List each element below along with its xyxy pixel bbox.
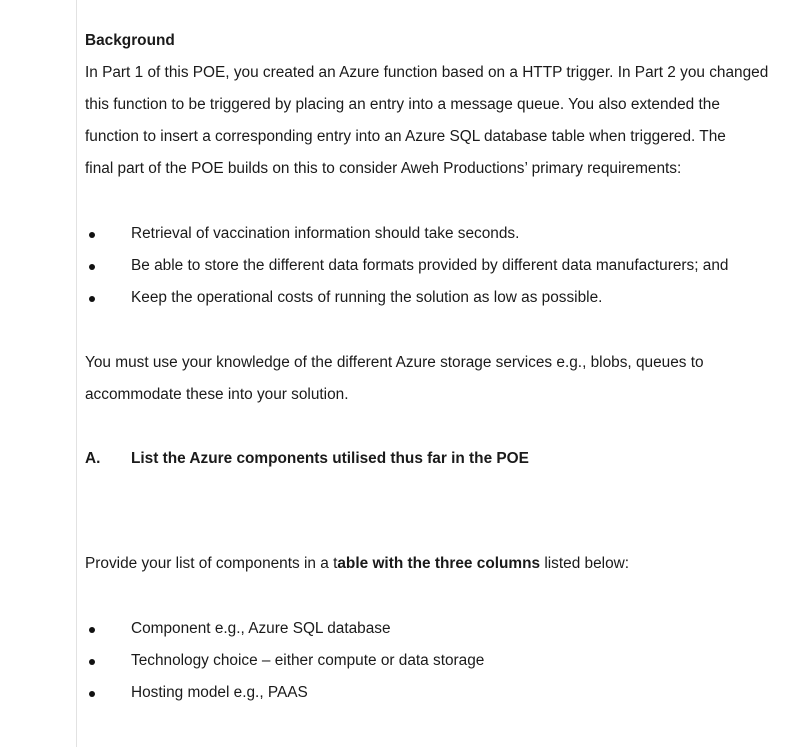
bullet-icon bbox=[89, 659, 95, 665]
bullet-icon bbox=[89, 232, 95, 238]
requirement-item: Retrieval of vaccination information should take seconds. bbox=[131, 225, 520, 242]
bullet-icon bbox=[89, 264, 95, 270]
bullet-icon bbox=[89, 691, 95, 697]
instruction-line bbox=[85, 554, 629, 574]
column-item: Hosting model e.g., PAAS bbox=[131, 684, 308, 701]
intro-line: In Part 1 of this POE, you created an Azure function based on a HTTP trigger. In Part 2 you changed bbox=[85, 64, 769, 81]
usage-line: You must use your knowledge of the different Azure storage services e.g., blobs, queues to bbox=[85, 354, 704, 371]
usage-line: accommodate these into your solution. bbox=[85, 386, 349, 403]
intro-line: function to insert a corresponding entry into an Azure SQL database table when triggered. The bbox=[85, 128, 726, 145]
section-letter: A. bbox=[85, 450, 101, 467]
instruction-prefix: Provide your list of components in a t bbox=[85, 555, 338, 572]
requirement-item: Keep the operational costs of running the solution as low as possible. bbox=[131, 289, 603, 306]
page-left-border bbox=[76, 0, 77, 747]
section-heading: Background bbox=[85, 32, 175, 49]
requirement-item: Be able to store the different data formats provided by different data manufacturers; and bbox=[131, 257, 729, 274]
instruction-bold: able with the three columns bbox=[337, 555, 541, 572]
column-item: Component e.g., Azure SQL database bbox=[131, 620, 391, 637]
column-item: Technology choice – either compute or data storage bbox=[131, 652, 485, 669]
instruction-suffix: listed below: bbox=[540, 555, 630, 572]
intro-line: this function to be triggered by placing an entry into a message queue. You also extended the bbox=[85, 96, 720, 113]
intro-line: final part of the POE builds on this to consider Aweh Productions’ primary requirements: bbox=[85, 160, 682, 177]
bullet-icon bbox=[89, 627, 95, 633]
section-title: List the Azure components utilised thus far in the POE bbox=[131, 450, 529, 467]
bullet-icon bbox=[89, 296, 95, 302]
